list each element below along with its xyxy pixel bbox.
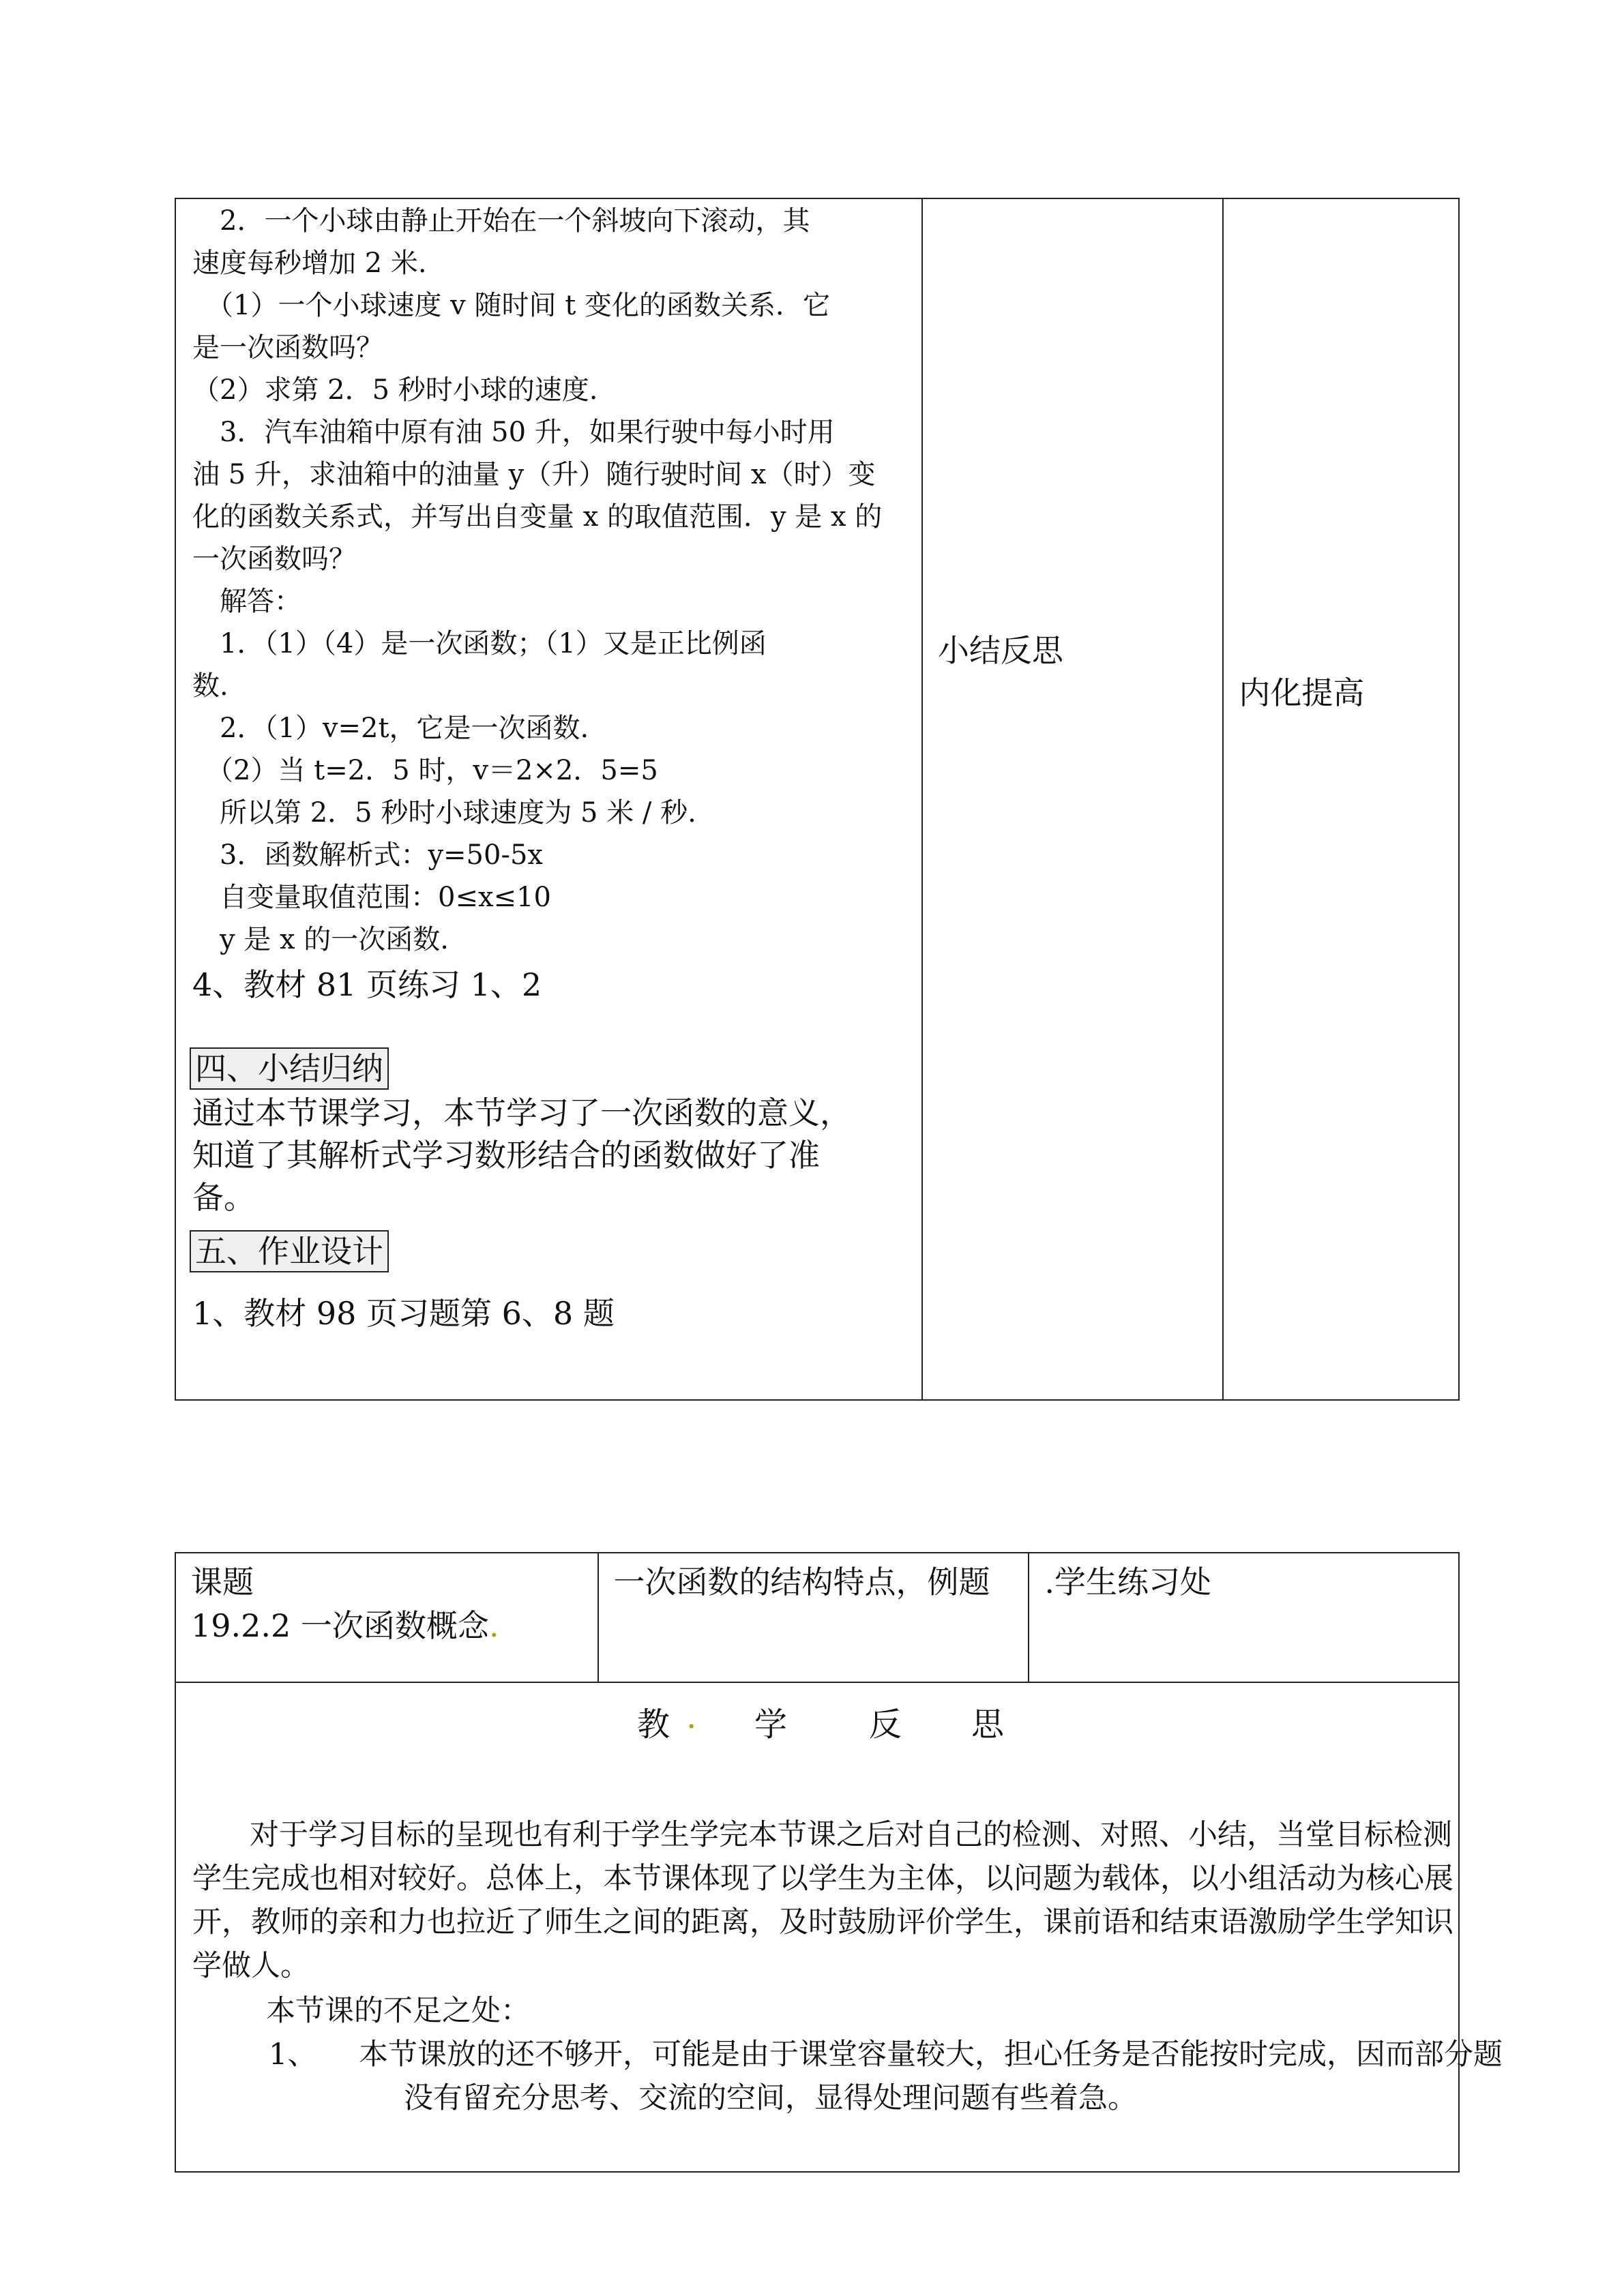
shortcoming-line: 本节课放的还不够开，可能是由于课堂容量较大，担心任务是否能按时完成，因而部分题 xyxy=(359,2038,1503,2072)
content-line: 自变量取值范围：0≤x≤10 xyxy=(192,882,551,913)
section-homework-title: 五、作业设计 xyxy=(190,1230,389,1272)
exercise-line: 4、教材 81 页练习 1、2 xyxy=(192,966,542,1003)
heading-char: 反 xyxy=(869,1705,902,1744)
topic-value-line xyxy=(191,1604,582,1648)
reflection-col-cell xyxy=(922,198,1224,1400)
content-line: 3．汽车油箱中原有油 50 升，如果行驶中每小时用 xyxy=(192,417,835,448)
section-homework-heading xyxy=(190,1230,389,1274)
content-line: 3．函数解析式：y=50-5x xyxy=(192,839,543,871)
summary-line: 备。 xyxy=(192,1179,255,1216)
content-line: 油 5 升，求油箱中的油量 y（升）随行驶时间 x（时）变 xyxy=(192,459,876,490)
practice-text: .学生练习处 xyxy=(1044,1564,1211,1600)
improvement-col-cell xyxy=(1223,198,1459,1400)
summary-line: 通过本节课学习，本节学习了一次函数的意义， xyxy=(192,1094,851,1131)
content-line: y 是 x 的一次函数. xyxy=(192,924,449,955)
lesson-plan-table xyxy=(175,198,1460,1401)
content-line: 解答： xyxy=(192,586,301,617)
content-line: 2．一个小球由静止开始在一个斜坡向下滚动，其 xyxy=(192,205,810,237)
content-line: 化的函数关系式，并写出自变量 x 的取值范围．y 是 x 的 xyxy=(192,501,883,533)
reflection-line: 开，教师的亲和力也拉近了师生之间的距离，及时鼓励评价学生，课前语和结束语激励学生学知识 xyxy=(192,1905,1453,1939)
content-line: 是一次函数吗？ xyxy=(192,332,383,363)
shortcoming-line: 没有留充分思考、交流的空间，显得处理问题有些着急。 xyxy=(404,2081,1137,2115)
heading-char: 学 xyxy=(754,1705,788,1744)
heading-char: 教 xyxy=(637,1705,670,1744)
improvement-col-text: 内化提高 xyxy=(1239,674,1365,711)
homework-line: 1、教材 98 页习题第 6、8 题 xyxy=(192,1295,615,1332)
content-line: 2．（1）v=2t，它是一次函数. xyxy=(192,713,589,744)
heading-dot: . xyxy=(686,1698,697,1736)
content-line: （1）一个小球速度 v 随时间 t 变化的函数关系．它 xyxy=(192,290,830,321)
reflection-cell xyxy=(175,1682,1503,2172)
practice-cell xyxy=(1029,1553,1459,1682)
summary-line: 知道了其解析式学习数形结合的函数做好了准 xyxy=(192,1137,820,1174)
topic-cell xyxy=(175,1553,598,1682)
content-line: （2）当 t=2．5 时，v＝2×2．5=5 xyxy=(192,755,658,786)
content-line: （2）求第 2．5 秒时小球的速度. xyxy=(192,374,598,406)
topic-value: 19.2.2 一次函数概念 xyxy=(191,1607,489,1644)
content-line: 1．（1）（4）是一次函数；（1）又是正比例函 xyxy=(192,628,767,659)
content-line: 速度每秒增加 2 米. xyxy=(192,248,427,279)
content-line: 所以第 2．5 秒时小球速度为 5 米 / 秒. xyxy=(192,797,696,829)
shortcoming-label: 本节课的不足之处： xyxy=(266,1994,530,2028)
reflection-col-text: 小结反思 xyxy=(937,632,1063,669)
reflection-line: 学做人。 xyxy=(192,1949,310,1983)
section-summary-heading xyxy=(190,1047,389,1091)
content-cell xyxy=(175,198,922,1400)
reflection-line: 对于学习目标的呈现也有利于学生学完本节课之后对自己的检测、对照、小结，当堂目标检测 xyxy=(250,1818,1452,1852)
content-line: 数. xyxy=(192,670,228,702)
section-summary-title: 四、小结归纳 xyxy=(190,1047,389,1090)
topic-label: 课题 xyxy=(191,1564,254,1600)
content-line: 一次函数吗？ xyxy=(192,543,356,575)
reflection-table xyxy=(175,1552,1503,2173)
topic-dot: . xyxy=(488,1607,499,1644)
structure-cell xyxy=(598,1553,1029,1682)
reflection-line: 学生完成也相对较好。总体上，本节课体现了以学生为主体，以问题为载体，以小组活动为核心展 xyxy=(192,1862,1453,1896)
structure-text: 一次函数的结构特点，例题 xyxy=(613,1564,990,1600)
shortcoming-number: 1、 xyxy=(269,2038,317,2072)
heading-char: 思 xyxy=(971,1705,1005,1744)
